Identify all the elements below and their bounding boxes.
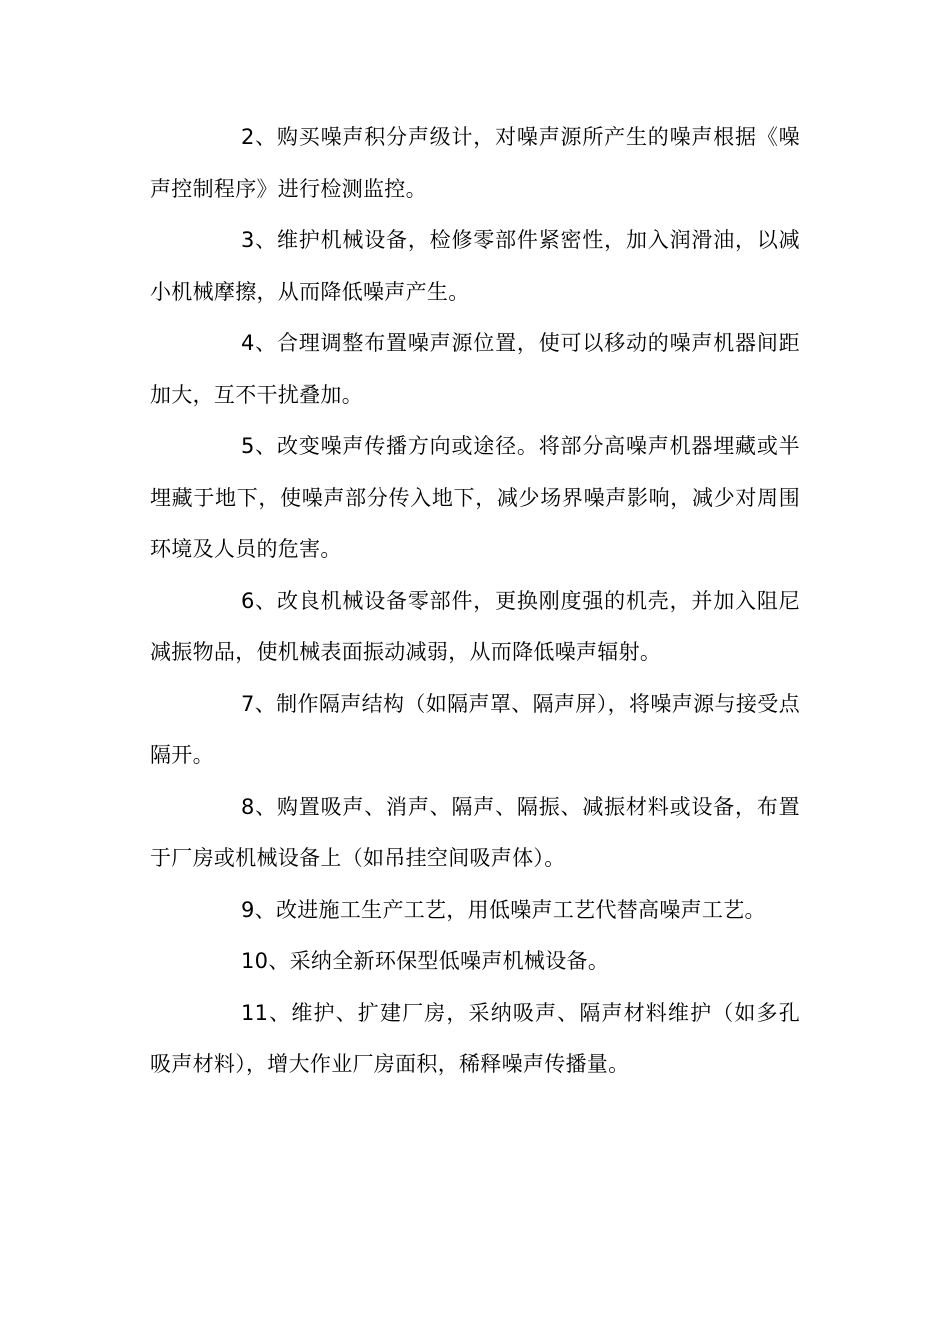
document-body [150,112,800,1091]
paragraph-item-7: 7、制作隔声结构（如隔声罩、隔声屏），将噪声源与接受点隔开。 [150,691,800,767]
paragraph-item-9: 9、改进施工生产工艺，用低噪声工艺代替高噪声工艺。 [241,897,766,922]
paragraph-item-8: 8、购置吸声、消声、隔声、隔振、减振材料或设备，布置于厂房或机械设备上（如吊挂空间吸声体）。 [150,794,800,870]
paragraph-item-3: 3、维护机械设备，检修零部件紧密性，加入润滑油，以减小机械摩擦，从而降低噪声产生。 [150,228,800,304]
paragraph-item-11: 11、维护、扩建厂房，采纳吸声、隔声材料维护（如多孔吸声材料），增大作业厂房面积，稀释噪声传播量。 [150,1000,800,1076]
paragraph-item-6: 6、改良机械设备零部件，更换刚度强的机壳，并加入阻尼减振物品，使机械表面振动减弱，从而降低噪声辐射。 [150,588,800,664]
paragraph-item-4: 4、合理调整布置噪声源位置，使可以移动的噪声机器间距加大，互不干扰叠加。 [150,331,800,407]
paragraph-item-5: 5、改变噪声传播方向或途径。将部分高噪声机器埋藏或半埋藏于地下，使噪声部分传入地下，减少场界噪声影响，减少对周围环境及人员的危害。 [150,434,800,561]
paragraph-item-10: 10、采纳全新环保型低噪声机械设备。 [241,949,610,973]
paragraph-item-2: 2、购买噪声积分声级计，对噪声源所产生的噪声根据《噪声控制程序》进行检测监控。 [150,125,800,201]
